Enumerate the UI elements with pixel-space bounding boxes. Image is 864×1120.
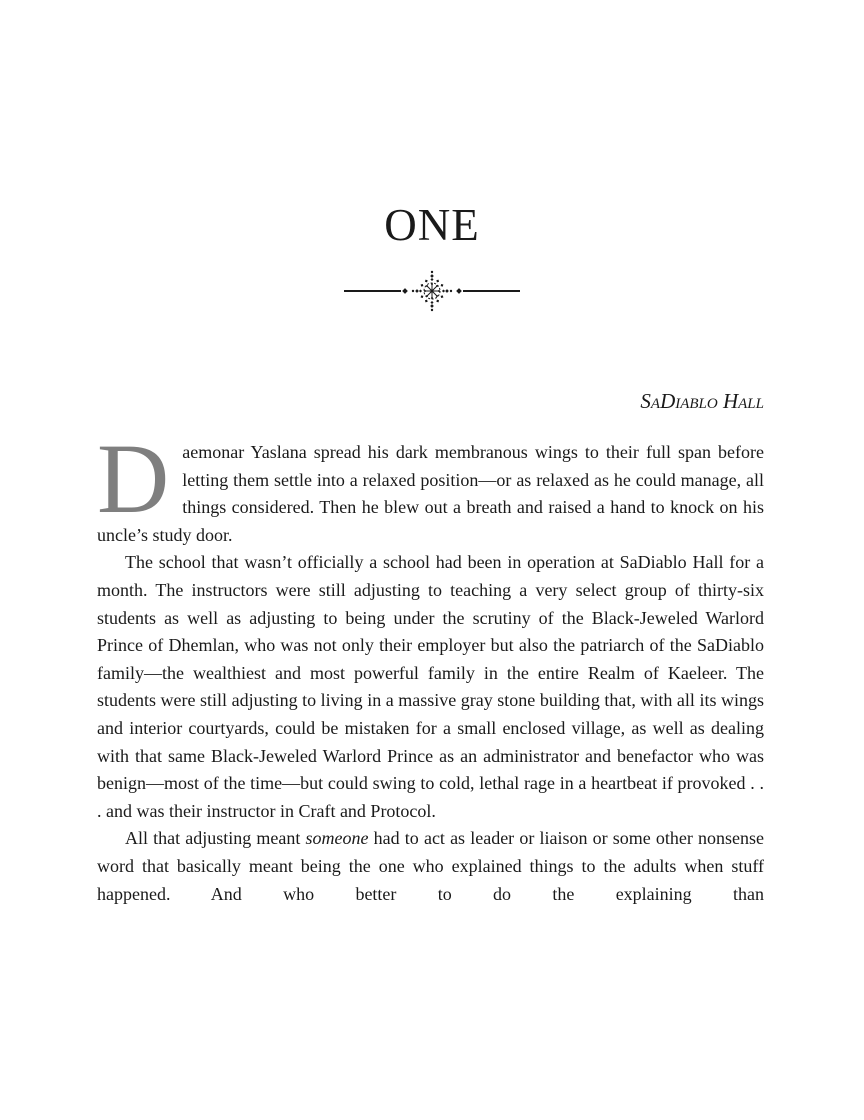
body-text-block	[97, 423, 764, 908]
divider-diamond-right	[456, 288, 462, 294]
paragraph-2: The school that wasn’t officially a school had been in operation at SaDiablo Hall for a month. The instructors were still adjusting to teaching a very select group of thirty-six students as well as adjusting to being under the scrutiny of the Black-Jeweled Warlord Prince of Dhemlan, who was not only their employer but also the patriarch of the SaDiablo family—the wealthiest and most powerful family in the entire Realm of Kaeleer. The students were still adjusting to living in a massive gray stone building that, with all its wings and interior courtyards, could be mistaken for a small enclosed village, as well as dealing with that same Black-Jeweled Warlord Prince as an administrator and benefactor who was benign—most of the time—but could swing to cold, lethal rage in a heartbeat if provoked . . . and was their instructor in Craft and Protocol.	[97, 552, 764, 821]
chapter-divider	[0, 269, 864, 313]
paragraph-3	[97, 825, 764, 908]
paragraph-3-text-before: All that adjusting meant	[125, 828, 306, 849]
paragraph-3-text-after: had to act as leader or liaison or some other nonsense word that basically meant being the one who explained things to the adults when stuff happened. And who better to do the explaining than	[97, 828, 764, 904]
divider-line-right	[463, 290, 520, 292]
drop-cap: D	[97, 423, 170, 534]
paragraph-1-text: aemonar Yaslana spread his dark membranous wings to their full span before letting them settle into a relaxed position—or as relaxed as he could manage, all things considered. Then he blew out a breath and raised a hand to knock on his uncle’s study door.	[97, 442, 764, 545]
divider-line-left	[344, 290, 401, 292]
mandala-ornament-icon	[410, 269, 454, 313]
location-heading: SaDiablo Hall	[640, 389, 764, 413]
paragraph-3-italic-word: someone	[305, 828, 369, 849]
paragraph-1	[97, 423, 764, 549]
chapter-title: ONE	[384, 200, 480, 250]
divider-diamond-left	[402, 288, 408, 294]
